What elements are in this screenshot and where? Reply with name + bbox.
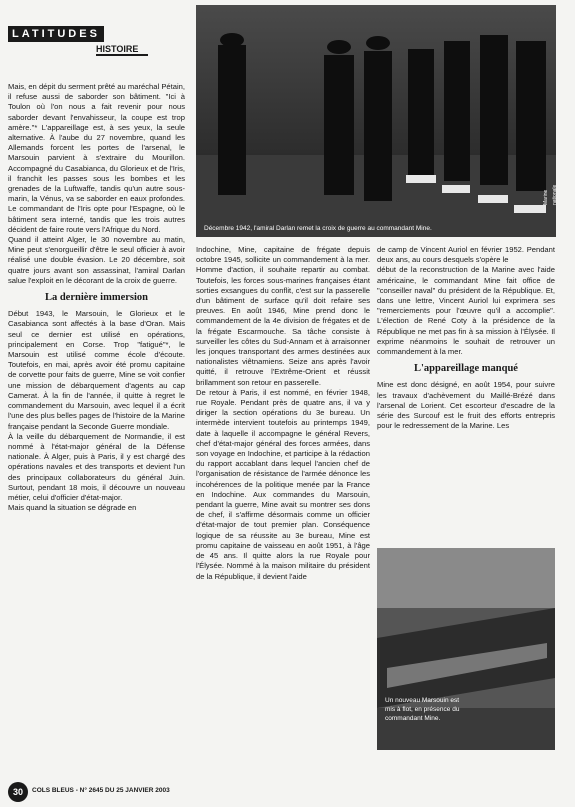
- paragraph: De retour à Paris, il est nommé, en février 1948, rue Royale. Pendant près de quatre ans, il va y diriger la section opérations du 3e bureau. Un intermède intervient toutefois au printemps 1949, date à laquelle il accompagne le général Revers, chef d'état-major général des forces armées, dans son voyage en Indochine, et participe à la rédaction du rapport accablant dans lequel l'ancien chef de l'organisation de résistance de l'armée dénonce les incohérences de la politique menée par la France en Indochine. Aux commandes du Marsouin, pendant la guerre, Mine avait su montrer ses dons de chef, il s'affirme désormais comme un officier d'état-major de tout premier plan. Conséquence logique de sa réussite au 3e bureau, Mine est promu capitaine de vaisseau en août 1951, à l'âge de 45 ans. Il quitte alors la rue Royale pour l'Élysée. Nommé à la maison militaire du président de la République, il devient l'aide: [196, 387, 370, 581]
- paragraph: Mais, en dépit du serment prêté au maréchal Pétain, il refuse aussi de saborder son bâtiment. "Ici à Toulon où l'on nous a fait revenir pour nous saborder devant l'envahisseur, la coupe est trop amère."* L'appareillage est, à ses yeux, la seule alternative. À l'aube du 27 novembre, quand les Allemands forcent les portes de l'arsenal, le Marsouin parvient à s'extraire du Mourillon. Accompagné du Casabianca, du Glorieux et de l'Iris, il franchit les passes sous les bombes et les grenades de la Luftwaffe, tandis qu'un autre sous-marin, la Vénus, va se saborder en eaux profondes. Le commandant de l'Iris opte pour l'Espagne, où le bâtiment sera interné, tandis que les trois autres décident de faire route vers l'Afrique du Nord.: [8, 82, 185, 234]
- paragraph: Mais quand la situation se dégrade en: [8, 503, 137, 513]
- paragraph: de camp de Vincent Auriol en février 1952. Pendant deux ans, au cours desquels s'opère le: [377, 245, 555, 265]
- section-heading: La dernière immersion: [44, 292, 149, 304]
- column-2: [196, 245, 370, 582]
- page-header: [8, 24, 194, 58]
- paragraph: Mine est donc désigné, en août 1954, pour suivre les travaux d'achèvement du Maillé-Brézé dans l'arsenal de Lorient. Cet escorteur d'escadre de la série des Surcouf est le fruit des efforts entrepris pour le redressement de la Marine. Les: [377, 380, 555, 431]
- photo-caption: Un nouveau Marsouin est mis à flot, en présence du commandant Mine.: [385, 697, 460, 722]
- photo-credit: Marine nationale: [543, 184, 558, 205]
- photo-caption: Décembre 1942, l'amiral Darlan remet la croix de guerre au commandant Mine.: [204, 225, 432, 232]
- section-heading: L'appareillage manqué: [414, 363, 518, 375]
- photo-launch: [377, 548, 555, 750]
- photo-ceremony: [196, 5, 556, 237]
- ceremony-image: [196, 5, 556, 237]
- paragraph: Indochine, Mine, capitaine de frégate depuis octobre 1945, sollicite un commandement à la mer. Homme d'action, il souhaite repartir au combat. Toutefois, les forces sous-marines françaises étant sorties exsangues du conflit, c'est sur la passerelle d'un bâtiment de surface qu'il doit refaire ses preuves. En août 1946, Mine prend donc le commandement de la 4e division de frégates et de la frégate Escarmouche. Sa tâche consiste à surveiller les côtes du Sud-Annam et à arraisonner les jonques transportant des armes destinées aux nationalistes viêtnamiens. Seize ans après l'avoir quitté, il retrouve l'Extrême-Orient et réussit brillamment son retour en passerelle.: [196, 245, 370, 387]
- section-label: HISTOIRE: [96, 44, 148, 56]
- column-1: [8, 82, 185, 513]
- paragraph: Début 1943, le Marsouin, le Glorieux et le Casabianca sont affectés à la base d'Oran. Mais seul ce dernier est utilisé en opérations, principalement en Corse. Trop "fatigué"*, le Marsouin est utilisé comme école d'écoute. Toutefois, en mai, après avoir été promu capitaine de corvette pour faits de guerre, Mine se voit confier une mission de débarquement d'agents au cap Camerat. À la fin de l'année, il quitte à regret le commandement du Marsouin, avec lequel il a écrit l'une des plus belles pages de l'histoire de la Marine française pendant la Seconde Guerre mondiale.: [8, 309, 185, 431]
- rubric-label: LATITUDES: [8, 26, 104, 42]
- publication-footer: COLS BLEUS - N° 2645 DU 25 JANVIER 2003: [32, 787, 170, 794]
- page-number: 30: [8, 782, 28, 802]
- paragraph: À la veille du débarquement de Normandie, il est nommé à l'état-major général de la Défense nationale. À Alger, puis à Paris, il y est chargé des opérations navales et des transports et devient l'un des principaux collaborateurs du général Juin. Surtout, pendant 18 mois, il découvre un nouveau métier, celui d'officier d'état-major.: [8, 431, 185, 502]
- paragraph: Quand il atteint Alger, le 30 novembre au matin, Mine peut s'enorgueillir d'être le seul officier à avoir réalisé une double évasion. Le 20 décembre, soit quatre jours avant son assassinat, l'amiral Darlan salue l'exploit en le décorant de la croix de guerre.: [8, 235, 185, 285]
- paragraph: début de la reconstruction de la Marine avec l'aide américaine, le commandant Mine fait office de "conseiller naval" du président de la République. Et, dans une lettre, Vincent Auriol lui exprimera ses "remerciements pour l'œuvre qu'il a accomplie". L'élection de René Coty à la présidence de la République ne met pas fin à sa mission à l'Élysée. Il exprime néanmoins le souhait de retrouver un commandement à la mer.: [377, 265, 555, 357]
- column-3: [377, 245, 555, 431]
